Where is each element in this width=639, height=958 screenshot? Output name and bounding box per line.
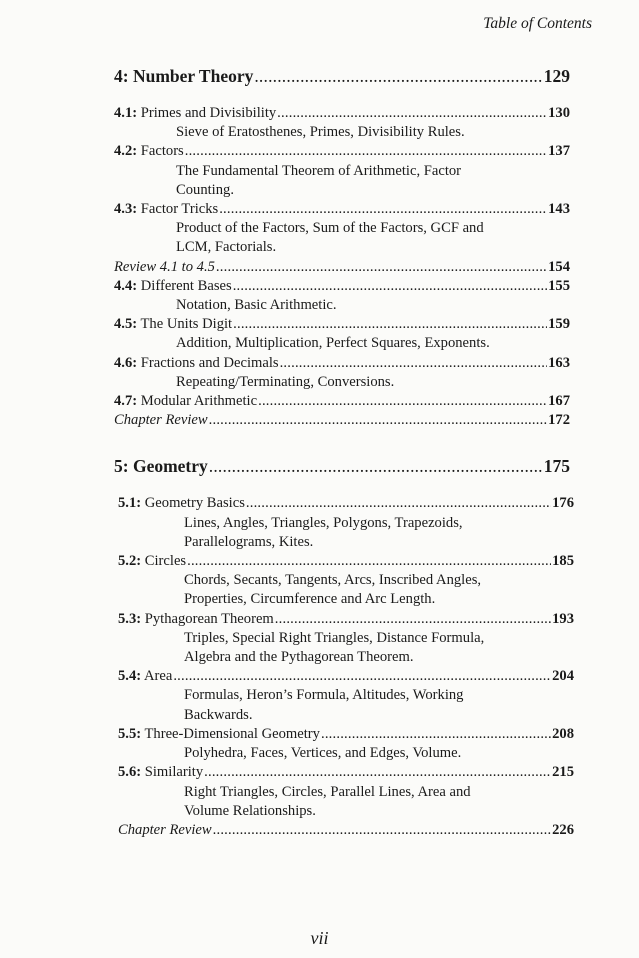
running-head: Table of Contents <box>483 15 592 32</box>
chapter-section <box>114 66 570 430</box>
section-title: Three-Dimensional Geometry <box>144 725 320 742</box>
section-topics: Formulas, Heron’s Formula, Altitudes, Working Backwards. <box>184 687 464 723</box>
section-page-number: 130 <box>548 105 570 121</box>
section-topics: Addition, Multiplication, Perfect Squares, Exponents. <box>176 335 490 352</box>
dot-leader <box>219 200 547 219</box>
section-page-number: 208 <box>552 725 574 742</box>
section-topics: Right Triangles, Circles, Parallel Lines, Area and Volume Relationships. <box>184 783 471 819</box>
section-title: Modular Arithmetic <box>140 393 258 410</box>
section-title: Factor Tricks <box>140 201 219 218</box>
section-topics: Product of the Factors, Sum of the Factors, GCF and LCM, Factorials. <box>176 220 484 256</box>
chapter-page-number: 175 <box>543 456 570 477</box>
dot-leader <box>209 456 543 477</box>
section-entry[interactable] <box>114 277 570 296</box>
section-topics: Sieve of Eratosthenes, Primes, Divisibility Rules. <box>176 124 465 141</box>
entry-label <box>118 494 245 513</box>
entry-label <box>114 142 184 161</box>
dot-leader <box>185 142 547 161</box>
dot-leader <box>280 354 548 373</box>
section-topics: The Fundamental Theorem of Arithmetic, Factor Counting. <box>176 162 462 198</box>
entry-label <box>118 821 212 840</box>
chapter-title: 5: Geometry <box>114 456 208 477</box>
dot-leader <box>321 725 551 744</box>
dot-leader <box>277 104 547 123</box>
chapter-page-number: 129 <box>543 66 570 86</box>
entry-label <box>114 315 232 334</box>
section-number: 4.1: <box>114 105 138 121</box>
section-page-number: 155 <box>548 277 570 294</box>
section-entry[interactable] <box>118 763 574 782</box>
entry-label <box>118 725 320 744</box>
chapter-heading[interactable] <box>114 456 570 480</box>
entry-label <box>114 354 279 373</box>
section-page-number: 172 <box>548 412 570 429</box>
section-number: 5.5: <box>118 725 142 742</box>
section-entry[interactable] <box>114 104 570 123</box>
entry-label <box>114 200 218 219</box>
review-entry[interactable] <box>118 821 574 840</box>
section-number: 5.3: <box>118 610 142 627</box>
section-number: 5.6: <box>118 764 142 781</box>
section-topics: Polyhedra, Faces, Vertices, and Edges, Volume. <box>184 745 462 762</box>
entry-label <box>118 610 274 629</box>
dot-leader <box>209 411 547 430</box>
section-entry[interactable] <box>114 200 570 219</box>
section-page-number: 226 <box>552 821 574 838</box>
entry-label <box>114 104 276 123</box>
section-entry[interactable] <box>114 315 570 334</box>
section-entry[interactable] <box>118 494 574 513</box>
section-number: 4.7: <box>114 393 138 410</box>
section-title: Similarity <box>144 764 204 781</box>
chapter-heading[interactable] <box>114 66 570 90</box>
section-title: Factors <box>140 143 184 160</box>
section-number: 4.3: <box>114 201 138 218</box>
section-page-number: 167 <box>548 393 570 410</box>
chapter-section <box>114 456 574 840</box>
entry-label <box>114 411 208 430</box>
section-topics: Triples, Special Right Triangles, Distance Formula, Algebra and the Pythagorean Theorem. <box>184 629 485 666</box>
section-title: Fractions and Decimals <box>140 354 279 371</box>
section-title: Pythagorean Theorem <box>144 610 274 627</box>
section-number: 4.5: <box>114 316 138 333</box>
section-title: Circles <box>144 553 187 570</box>
dot-leader <box>254 66 542 87</box>
section-number: 5.4: <box>118 668 142 685</box>
page-number: vii <box>310 928 329 948</box>
section-page-number: 215 <box>552 764 574 781</box>
section-title: Chapter Review <box>118 821 212 838</box>
dot-leader <box>258 392 547 411</box>
section-number: 4.2: <box>114 143 138 160</box>
entry-label <box>114 277 232 296</box>
section-title: Chapter Review <box>114 412 208 429</box>
section-page-number: 193 <box>552 610 574 627</box>
entry-label <box>118 763 203 782</box>
review-entry[interactable] <box>114 258 570 277</box>
entry-label <box>114 392 257 411</box>
section-page-number: 204 <box>552 668 574 685</box>
review-entry[interactable] <box>114 411 570 430</box>
dot-leader <box>275 610 551 629</box>
entry-label <box>118 667 172 686</box>
section-number: 4.4: <box>114 277 138 294</box>
section-entry[interactable] <box>118 610 574 629</box>
section-entry[interactable] <box>114 142 570 161</box>
dot-leader <box>216 258 547 277</box>
section-page-number: 137 <box>548 143 570 160</box>
section-number: 5.2: <box>118 553 142 570</box>
dot-leader <box>173 667 551 686</box>
section-topics: Notation, Basic Arithmetic. <box>176 297 337 314</box>
dot-leader <box>233 277 547 296</box>
table-of-contents <box>114 66 574 840</box>
section-entry[interactable] <box>118 552 574 571</box>
section-title: Different Bases <box>140 277 232 294</box>
dot-leader <box>213 821 551 840</box>
section-entry[interactable] <box>118 725 574 744</box>
section-entry[interactable] <box>118 667 574 686</box>
section-title: Geometry Basics <box>144 495 245 512</box>
section-entry[interactable] <box>114 354 570 373</box>
section-page-number: 185 <box>552 553 574 570</box>
dot-leader <box>233 315 547 334</box>
entry-label <box>118 552 186 571</box>
section-number: 4.6: <box>114 354 138 371</box>
section-title: The Units Digit <box>140 316 233 333</box>
section-title: Primes and Divisibility <box>140 105 277 121</box>
dot-leader <box>204 763 551 782</box>
dot-leader <box>246 494 551 513</box>
entry-label <box>114 258 215 277</box>
section-title: Review 4.1 to 4.5 <box>114 258 215 275</box>
section-topics: Chords, Secants, Tangents, Arcs, Inscribed Angles, Properties, Circumference and Arc Length. <box>184 572 482 608</box>
section-page-number: 176 <box>552 495 574 512</box>
section-page-number: 154 <box>548 258 570 275</box>
section-number: 5.1: <box>118 495 142 512</box>
chapter-title: 4: Number Theory <box>114 66 254 86</box>
section-topics: Repeating/Terminating, Conversions. <box>176 373 395 390</box>
section-entry[interactable] <box>114 392 570 411</box>
section-page-number: 143 <box>548 201 570 218</box>
section-page-number: 163 <box>548 354 570 371</box>
dot-leader <box>187 552 551 571</box>
section-topics: Lines, Angles, Triangles, Polygons, Trapezoids, Parallelograms, Kites. <box>184 514 463 550</box>
section-page-number: 159 <box>548 316 570 333</box>
section-title: Area <box>143 668 173 685</box>
